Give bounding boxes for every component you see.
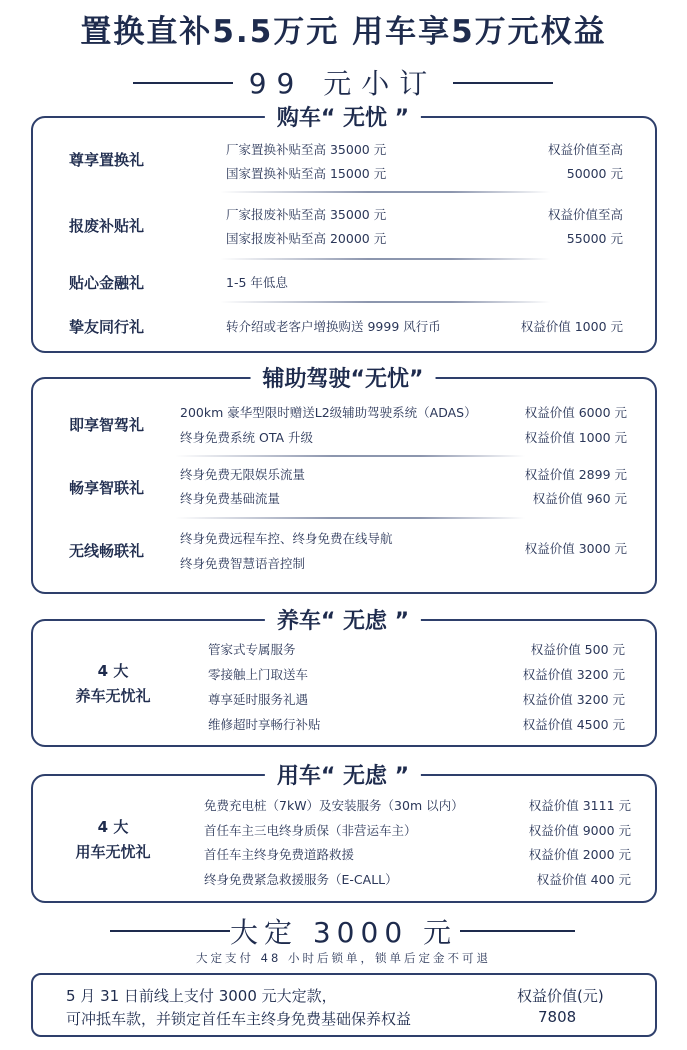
purchase-scrap-line-2: 国家报废补贴至高 20000 元 xyxy=(226,231,387,246)
adas-label-smart-drive: 即享智驾礼 xyxy=(69,416,145,434)
order-rule-right xyxy=(453,82,553,84)
adas-smart-drive-value-2: 权益价值 1000 元 xyxy=(524,430,627,445)
adas-smart-drive-value-1: 权益价值 6000 元 xyxy=(524,405,627,420)
maintenance-item-2: 零接触上门取送车 xyxy=(208,667,309,682)
adas-section-title: 辅助驾驶“无忧” xyxy=(251,362,436,393)
purchase-trade-in-line-2: 国家置换补贴至高 15000 元 xyxy=(226,166,387,181)
usage-item-4-value: 权益价值 400 元 xyxy=(536,872,631,887)
purchase-separator-2 xyxy=(220,258,550,260)
maintenance-item-4: 维修超时享畅行补贴 xyxy=(208,717,321,732)
adas-wireless-line-2: 终身免费智慧语音控制 xyxy=(180,556,306,571)
usage-item-4: 终身免费紧急救援服务（E-CALL） xyxy=(204,872,398,887)
usage-item-1-value: 权益价值 3111 元 xyxy=(528,798,631,813)
usage-item-1: 免费充电桩（7kW）及安装服务（30m 以内） xyxy=(204,798,464,813)
usage-item-3: 首任车主终身免费道路救援 xyxy=(204,847,355,862)
purchase-separator-1 xyxy=(220,191,550,193)
purchase-trade-in-line-1: 厂家置换补贴至高 35000 元 xyxy=(226,142,387,157)
purchase-referral-line-1: 转介绍或老客户增换购送 9999 风行币 xyxy=(226,319,441,334)
purchase-label-trade-in: 尊享置换礼 xyxy=(69,151,145,169)
maintenance-label-count: 4 大 xyxy=(97,662,129,680)
usage-item-2-value: 权益价值 9000 元 xyxy=(528,823,631,838)
deposit-rule-right xyxy=(460,930,575,932)
usage-label-count: 4 大 xyxy=(97,818,129,836)
deposit-line-1: 5 月 31 日前线上支付 3000 元大定款， xyxy=(66,987,337,1005)
maintenance-item-1: 管家式专属服务 xyxy=(208,642,296,657)
adas-wireless-value-1: 权益价值 3000 元 xyxy=(524,541,627,556)
purchase-label-finance: 贴心金融礼 xyxy=(69,274,145,292)
purchase-scrap-value-2: 55000 元 xyxy=(566,231,623,246)
maintenance-item-2-value: 权益价值 3200 元 xyxy=(522,667,625,682)
purchase-separator-3 xyxy=(220,301,550,303)
usage-item-3-value: 权益价值 2000 元 xyxy=(528,847,631,862)
maintenance-label xyxy=(58,659,168,709)
deposit-title: 大定 3000 元 xyxy=(229,916,458,949)
deposit-rule-left xyxy=(110,930,230,932)
usage-section-title: 用车“ 无虑 ” xyxy=(265,759,421,790)
usage-label-name: 用车无忧礼 xyxy=(75,843,151,861)
adas-smart-drive-line-1: 200km 豪华型限时赠送L2级辅助驾驶系统（ADAS） xyxy=(180,405,477,420)
deposit-subtitle: 大定支付 48 小时后锁单，锁单后定金不可退 xyxy=(196,951,491,965)
adas-connect-line-2: 终身免费基础流量 xyxy=(180,491,281,506)
purchase-finance-line-1: 1-5 年低息 xyxy=(226,275,288,290)
usage-item-2: 首任车主三电终身质保（非营运车主） xyxy=(204,823,417,838)
adas-connect-value-2: 权益价值 960 元 xyxy=(532,491,627,506)
deposit-line-2: 可冲抵车款，并锁定首任车主终身免费基础保养权益 xyxy=(66,1010,412,1028)
order-title: 99 元小订 xyxy=(248,67,438,100)
usage-label xyxy=(58,815,168,865)
adas-label-wireless: 无线畅联礼 xyxy=(69,542,145,560)
deposit-value: 7808 xyxy=(538,1008,577,1026)
maintenance-item-3-value: 权益价值 3200 元 xyxy=(522,692,625,707)
maintenance-section-title: 养车“ 无虑 ” xyxy=(265,604,421,635)
purchase-trade-in-value-2: 50000 元 xyxy=(566,166,623,181)
deposit-value-label: 权益价值(元) xyxy=(517,987,604,1005)
purchase-label-referral: 挚友同行礼 xyxy=(69,318,145,336)
order-rule-left xyxy=(133,82,233,84)
purchase-referral-value: 权益价值 1000 元 xyxy=(520,319,623,334)
adas-wireless-line-1: 终身免费远程车控、终身免费在线导航 xyxy=(180,531,393,546)
adas-connect-value-1: 权益价值 2899 元 xyxy=(524,467,627,482)
purchase-section-title: 购车“ 无忧 ” xyxy=(265,101,421,132)
adas-separator-2 xyxy=(175,517,525,519)
maintenance-label-name: 养车无忧礼 xyxy=(75,687,151,705)
adas-smart-drive-line-2: 终身免费系统 OTA 升级 xyxy=(180,430,314,445)
maintenance-item-3: 尊享延时服务礼遇 xyxy=(208,692,309,707)
adas-separator-1 xyxy=(175,455,525,457)
adas-label-connect: 畅享智联礼 xyxy=(69,479,145,497)
page-headline: 置换直补5.5万元 用车享5万元权益 xyxy=(80,14,607,50)
adas-connect-line-1: 终身免费无限娱乐流量 xyxy=(180,467,306,482)
purchase-scrap-line-1: 厂家报废补贴至高 35000 元 xyxy=(226,207,387,222)
maintenance-item-4-value: 权益价值 4500 元 xyxy=(522,717,625,732)
maintenance-item-1-value: 权益价值 500 元 xyxy=(530,642,625,657)
purchase-label-scrap: 报废补贴礼 xyxy=(69,217,145,235)
purchase-trade-in-value-1: 权益价值至高 xyxy=(547,142,623,157)
purchase-scrap-value-1: 权益价值至高 xyxy=(547,207,623,222)
